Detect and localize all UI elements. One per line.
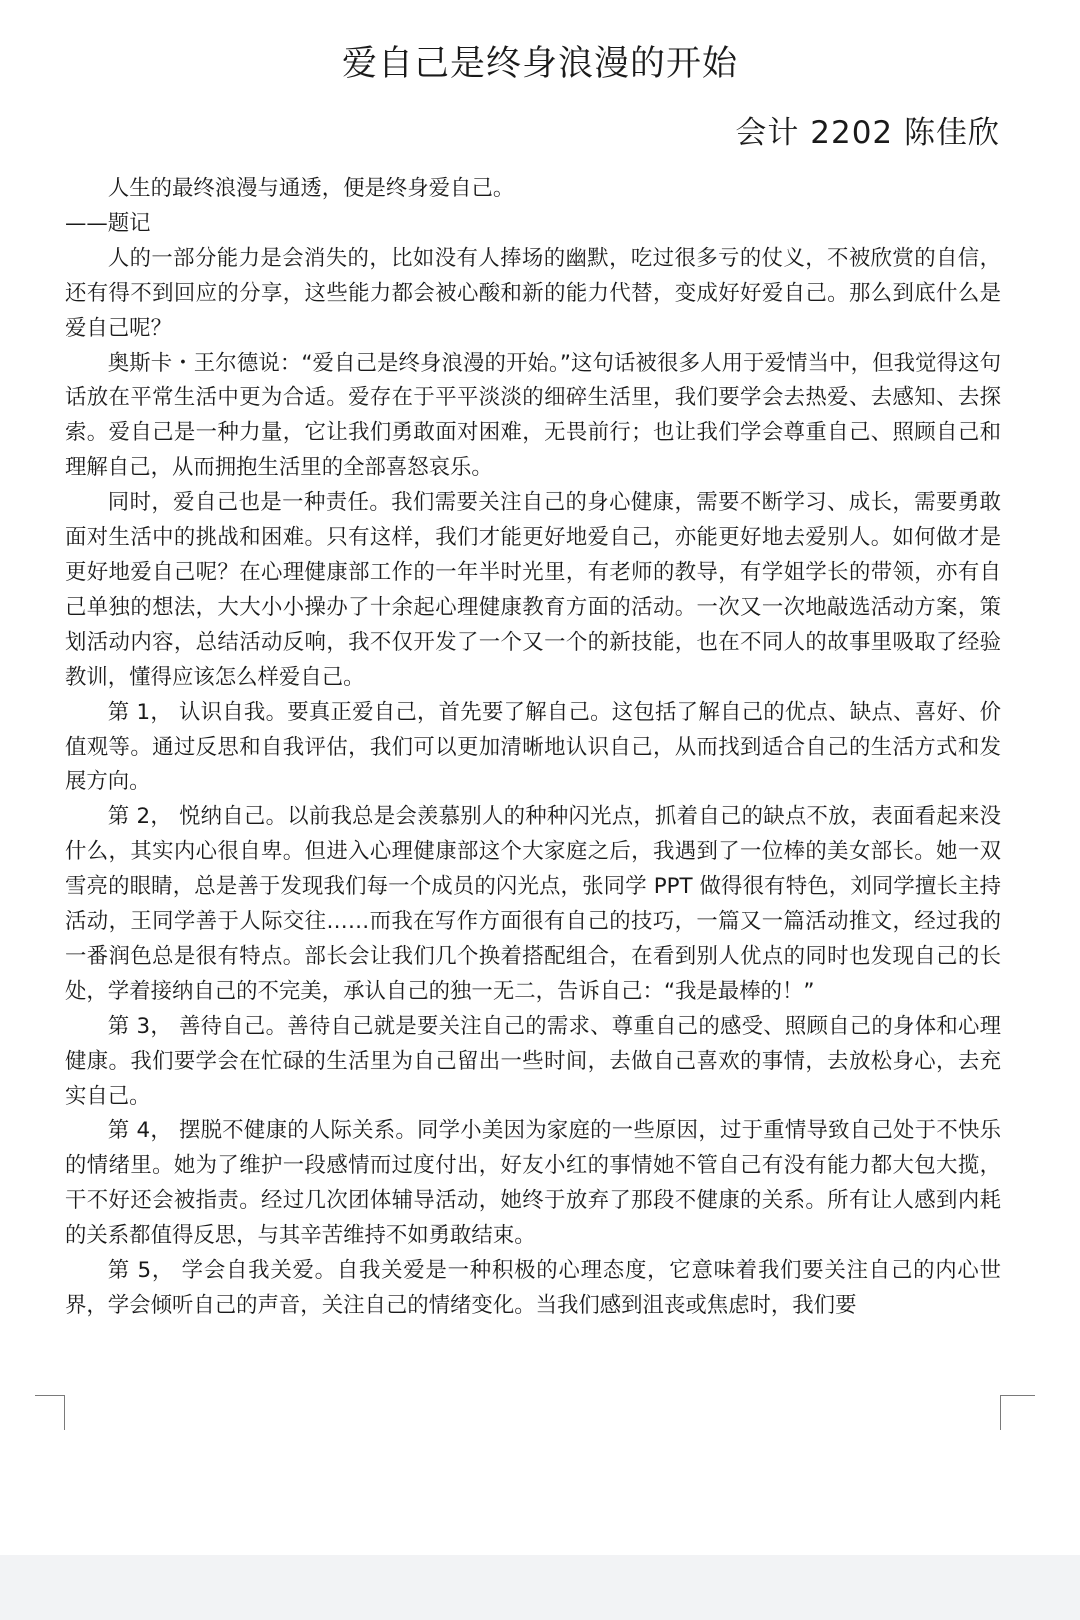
paragraph: 同时，爱自己也是一种责任。我们需要关注自己的身心健康，需要不断学习、成长，需要勇敢面对生活中的挑战和困难。只有这样，我们才能更好地爱自己，亦能更好地去爱别人。如何做才是更好地爱自己呢？在心理健康部工作的一年半时光里，有老师的教导，有学姐学长的带领，亦有自己单独的想法，大大小小操办了十余起心理健康教育方面的活动。一次又一次地敲选活动方案，策划活动内容，总结活动反响，我不仅开发了一个又一个的新技能，也在不同人的故事里吸取了经验教训，懂得应该怎么样爱自己。 [65,490,1001,690]
paragraph: 奥斯卡・王尔德说：“爱自己是终身浪漫的开始。”这句话被很多人用于爱情当中，但我觉得这句话放在平常生活中更为合适。爱存在于平平淡淡的细碎生活里，我们要学会去热爱、去感知、去探索。爱自己是一种力量，它让我们勇敢面对困难，无畏前行；也让我们学会尊重自己、照顾自己和理解自己，从而拥抱生活里的全部喜怒哀乐。 [65,350,1001,481]
document-body [65,172,1001,1324]
paragraph: 第 2， 悦纳自己。以前我总是会羡慕别人的种种闪光点，抓着自己的缺点不放，表面看起来没什么，其实内心很自卑。但进入心理健康部这个大家庭之后，我遇到了一位棒的美女部长。她一双雪亮的眼睛，总是善于发现我们每一个成员的闪光点，张同学 PPT 做得很有特色，刘同学擅长主持活动，王同学善于人际交往……而我在写作方面很有自己的技巧，一篇又一篇活动推文，经过我的一番润色总是很有特点。部长会让我们几个换着搭配组合，在看到别人优点的同时也发现自己的长处，学着接纳自己的不完美，承认自己的独一无二，告诉自己：“我是最棒的！” [65,804,1001,1004]
author-line: 会计 2202 陈佳欣 [735,115,1000,151]
page-margin-corner-left [35,1395,65,1430]
paragraph: 第 1， 认识自我。要真正爱自己，首先要了解自己。这包括了解自己的优点、缺点、喜好、价值观等。通过反思和自我评估，我们可以更加清晰地认识自己，从而找到适合自己的生活方式和发展方向。 [65,699,1001,795]
paragraph: 第 4， 摆脱不健康的人际关系。同学小美因为家庭的一些原因，过于重情导致自己处于不快乐的情绪里。她为了维护一段感情而过度付出，好友小红的事情她不管自己有没有能力都大包大揽，干不好还会被指责。经过几次团体辅导活动，她终于放弃了那段不健康的关系。所有让人感到内耗的关系都值得反思，与其辛苦维持不如勇敢结束。 [65,1118,1001,1249]
epigraph-text: 人生的最终浪漫与通透，便是终身爱自己。 [107,176,515,201]
paragraph: 人的一部分能力是会消失的，比如没有人捧场的幽默，吃过很多亏的仗义，不被欣赏的自信，还有得不到回应的分享，这些能力都会被心酸和新的能力代替，变成好好爱自己。那么到底什么是爱自己呢？ [65,245,1001,341]
page-gap-background [0,1555,1080,1620]
paragraph: 第 3， 善待自己。善待自己就是要关注自己的需求、尊重自己的感受、照顾自己的身体和心理健康。我们要学会在忙碌的生活里为自己留出一些时间，去做自己喜欢的事情，去放松身心，去充实自己。 [65,1013,1001,1109]
epigraph-attribution: ——题记 [65,210,151,236]
page-margin-corner-right [1000,1395,1035,1430]
document-title: 爱自己是终身浪漫的开始 [341,44,738,84]
paragraph: 第 5， 学会自我关爱。自我关爱是一种积极的心理态度，它意味着我们要关注自己的内心世界，学会倾听自己的声音，关注自己的情绪变化。当我们感到沮丧或焦虑时，我们要 [65,1258,1001,1318]
